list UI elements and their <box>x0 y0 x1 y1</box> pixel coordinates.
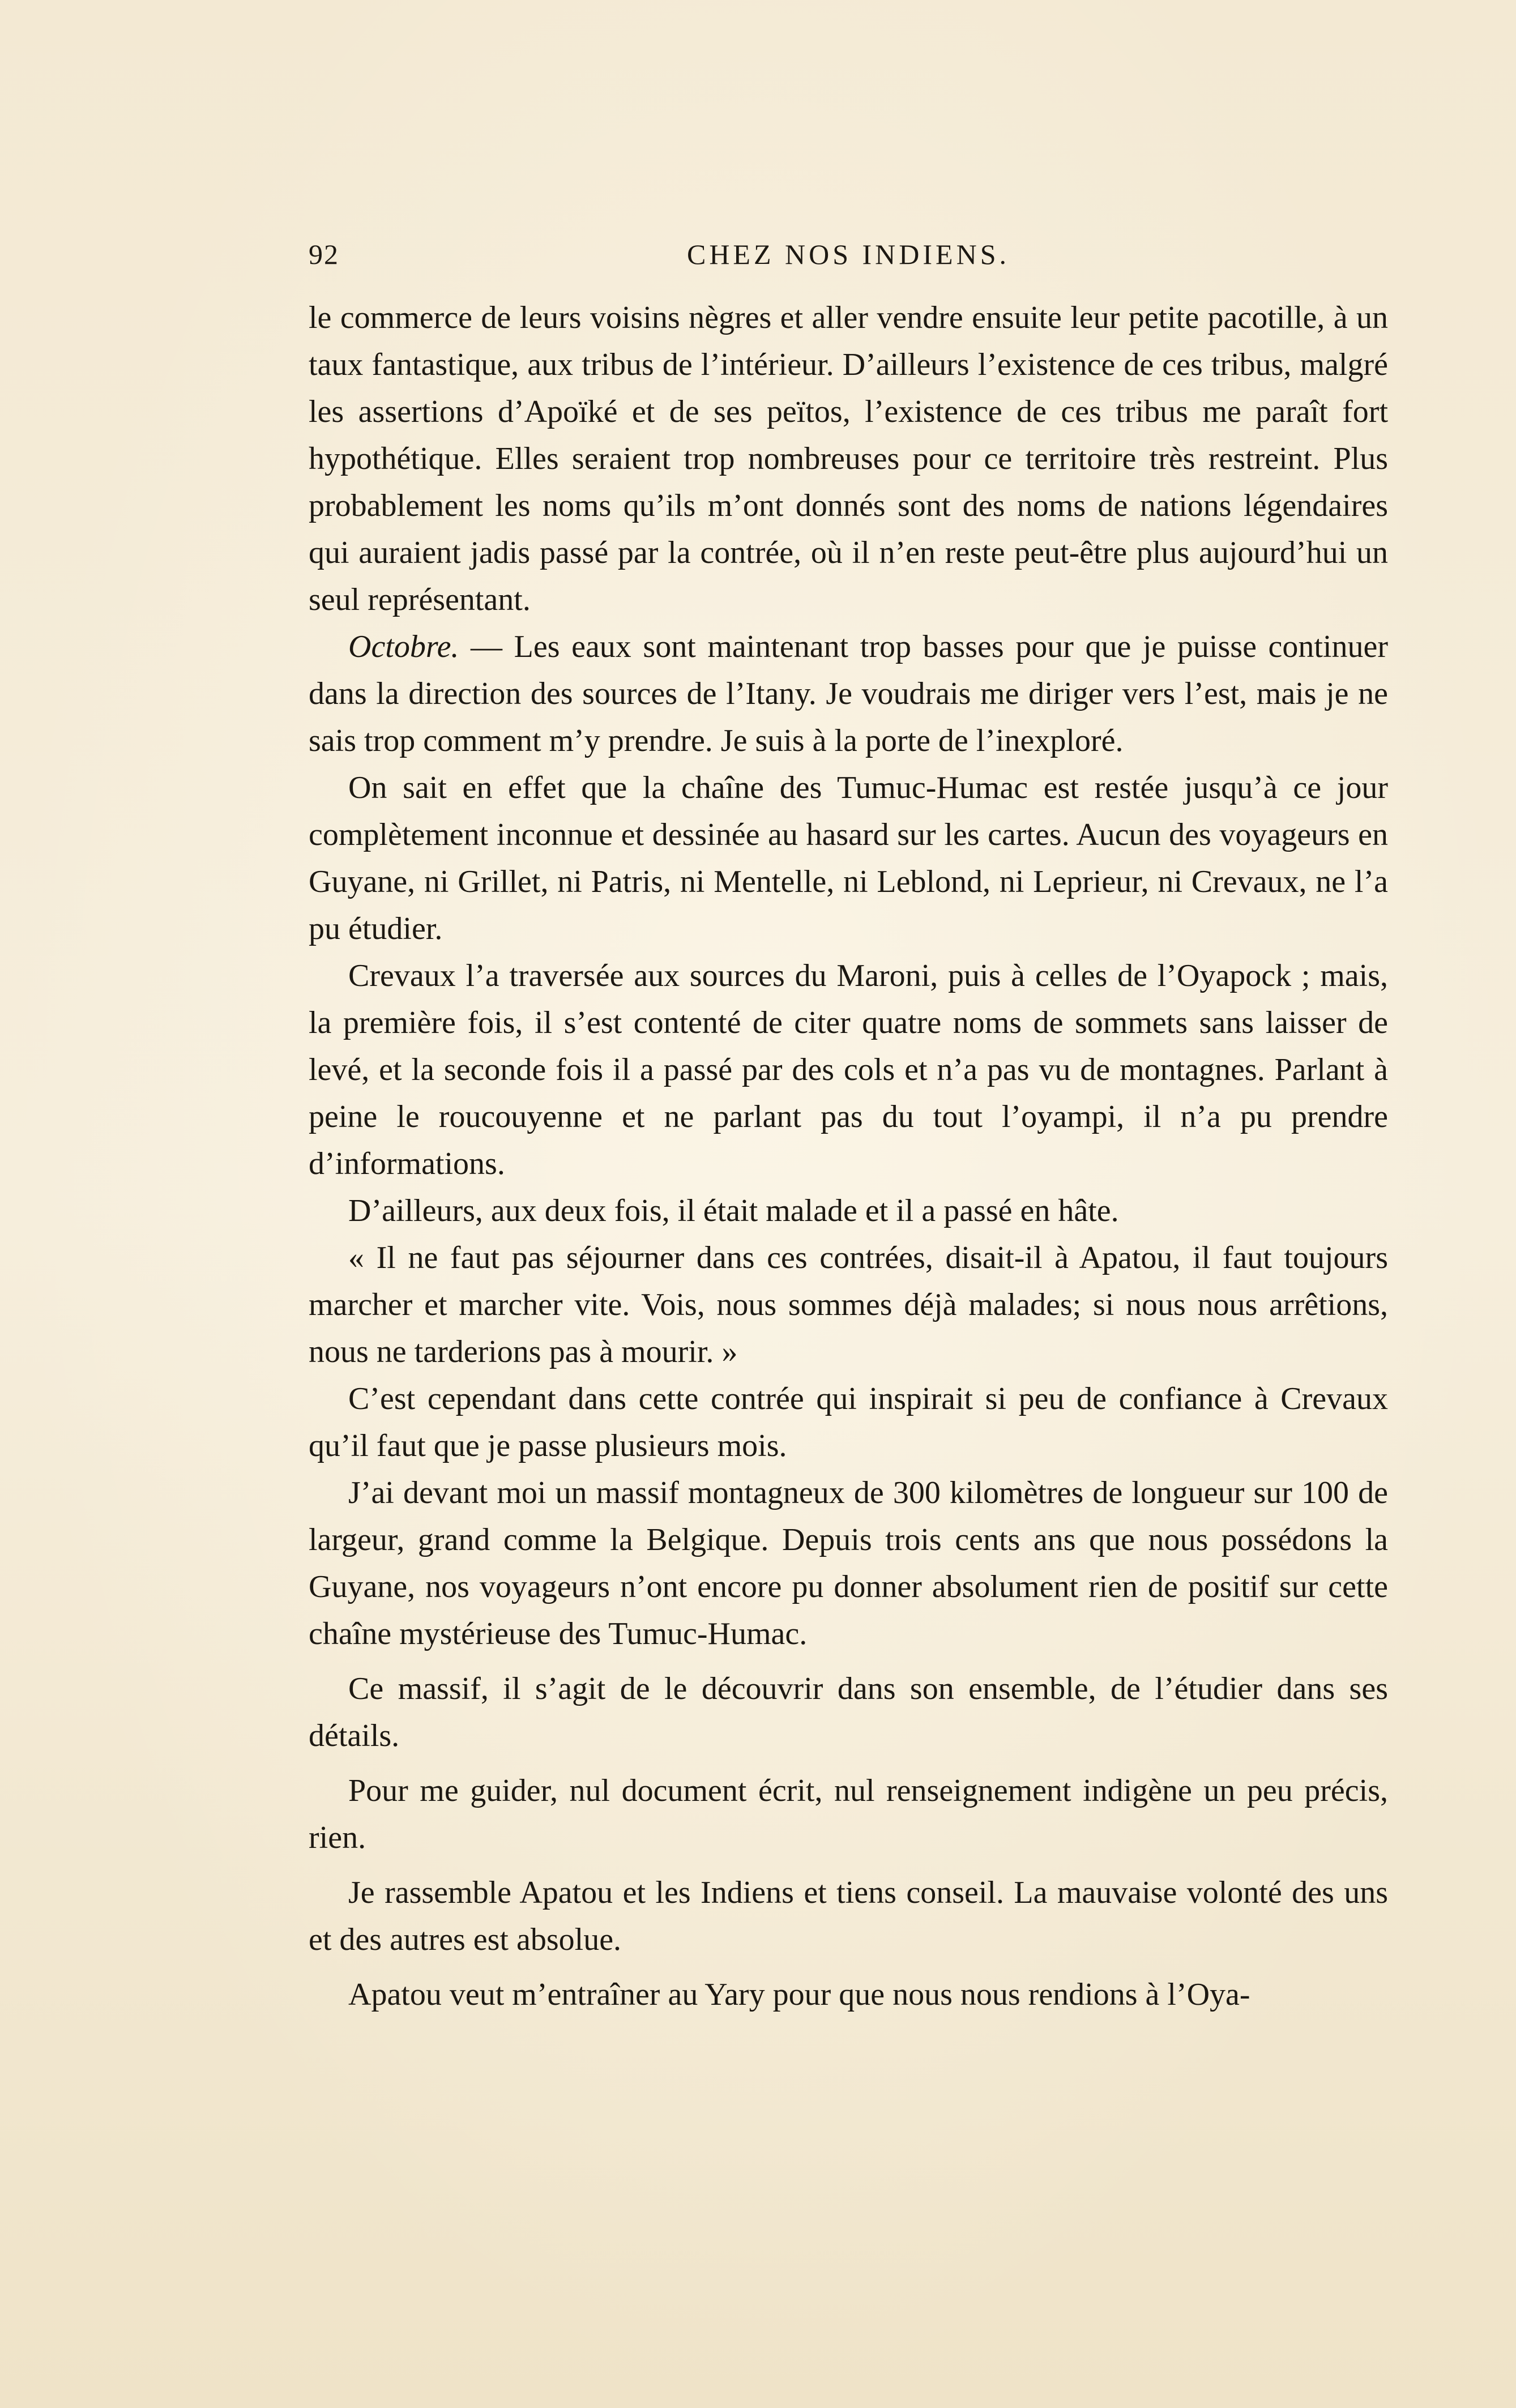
paragraph: On sait en effet que la chaîne des Tumuc-Humac est restée jusqu’à ce jour complètement inconnue et dessinée au hasard sur les cartes. Aucun des voyageurs en Guyane, ni Grillet, ni Patris, ni Mentelle, ni Leblond, ni Leprieur, ni Crevaux, ne l’a pu étudier. <box>309 770 1388 946</box>
body-text <box>309 294 1388 2018</box>
page-number: 92 <box>309 238 339 270</box>
paragraph: D’ailleurs, aux deux fois, il était malade et il a passé en hâte. <box>348 1193 1119 1228</box>
page-header <box>309 238 1388 283</box>
paragraph-octobre: Octobre. — Les eaux sont maintenant trop basses pour que je puisse continuer dans la direction des sources de l’Itany. Je voudrais me diriger vers l’est, mais je ne sais trop comment m’y prendre. Je suis à la porte de l’inexploré. <box>309 629 1389 758</box>
paragraph: Crevaux l’a traversée aux sources du Maroni, puis à celles de l’Oyapock ; mais, la première fois, il s’est contenté de citer quatre noms de sommets sans laisser de levé, et la seconde fois il a passé par des cols et n’a pas vu de montagnes. Parlant à peine le roucouyenne et ne parlant pas du tout l’oyampi, il n’a pu prendre d’informations. <box>309 958 1388 1181</box>
date-label: Octobre. <box>348 629 459 664</box>
paragraph: Pour me guider, nul document écrit, nul renseignement indigène un peu précis, rien. <box>309 1773 1388 1855</box>
paragraph: Ce massif, il s’agit de le découvrir dans son ensemble, de l’étudier dans ses détails. <box>309 1671 1388 1753</box>
paragraph: le commerce de leurs voisins nègres et aller vendre ensuite leur petite pacotille, à un taux fantastique, aux tribus de l’intérieur. D’ailleurs l’existence de ces tribus, malgré les assertions d’Apoïké et de ses peïtos, l’existence de ces tribus me paraît fort hypothétique. Elles seraient trop nombreuses pour ce territoire très restreint. Plus probablement les noms qu’ils m’ont donnés sont des noms de nations légendaires qui auraient jadis passé par la contrée, où il n’en reste peut-être plus aujourd’hui un seul représentant. <box>309 300 1388 617</box>
paragraph-text: Les eaux sont maintenant trop basses pour que je puisse continuer dans la direction des sources de l’Itany. Je voudrais me diriger vers l’est, mais je ne sais trop comment m’y prendre. Je suis à la porte de l’inexploré. <box>309 629 1389 758</box>
paragraph: « Il ne faut pas séjourner dans ces contrées, disait-il à Apatou, il faut toujours marcher et marcher vite. Vois, nous sommes déjà malades; si nous nous arrêtions, nous ne tarderions pas à mourir. » <box>309 1240 1388 1369</box>
paragraph: C’est cependant dans cette contrée qui inspirait si peu de confiance à Crevaux qu’il faut que je passe plusieurs mois. <box>309 1381 1388 1463</box>
paragraph: J’ai devant moi un massif montagneux de 300 kilomètres de longueur sur 100 de largeur, grand comme la Belgique. Depuis trois cents ans que nous possédons la Guyane, nos voyageurs n’ont encore pu donner absolument rien de positif sur cette chaîne mystérieuse des Tumuc-Humac. <box>309 1475 1388 1651</box>
paragraph: Apatou veut m’entraîner au Yary pour que nous nous rendions à l’Oya- <box>348 1977 1250 2012</box>
paragraph: Je rassemble Apatou et les Indiens et tiens conseil. La mauvaise volonté des uns et des autres est absolue. <box>309 1875 1388 1957</box>
running-head: CHEZ NOS INDIENS. <box>686 238 1010 270</box>
